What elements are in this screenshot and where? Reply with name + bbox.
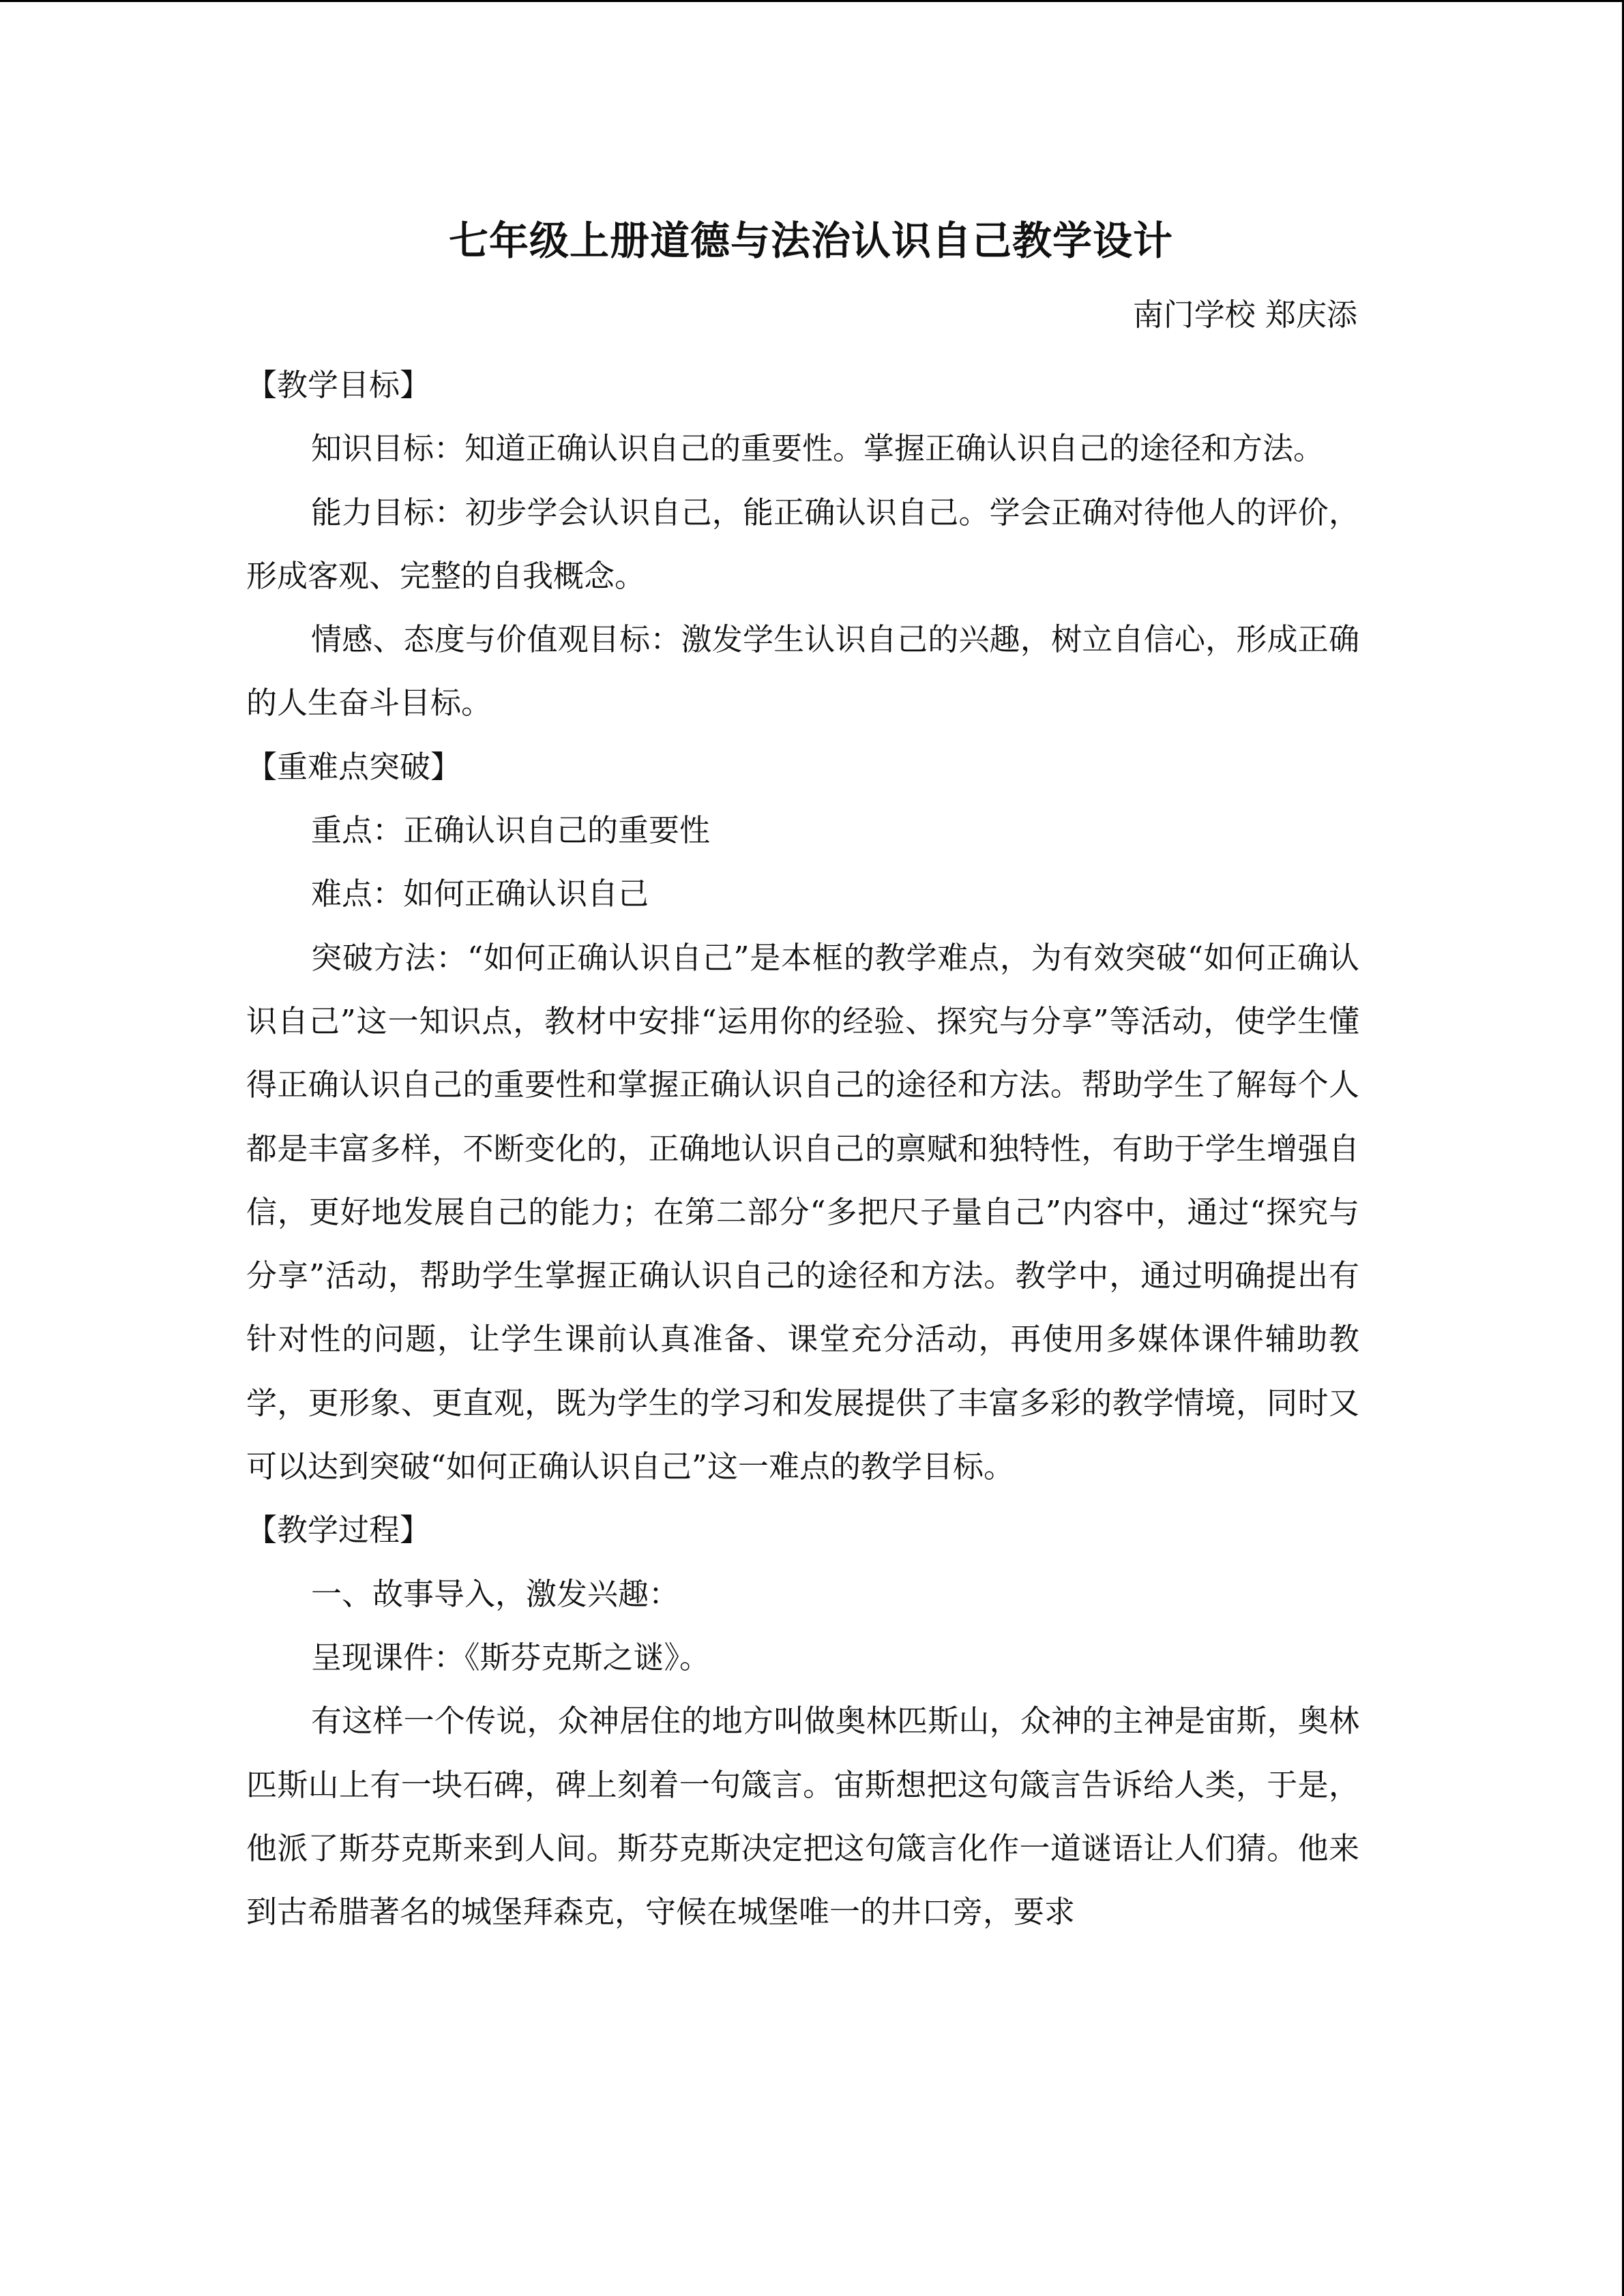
paragraph-difficult-point: 难点：如何正确认识自己 [311, 876, 649, 912]
paragraph-goal-ability: 能力目标：初步学会认识自己，能正确认识自己。学会正确对待他人的评价，形成客观、完整的自我概念。 [246, 494, 1359, 594]
paragraph-courseware: 呈现课件：《斯芬克斯之谜》。 [311, 1639, 711, 1675]
paragraph-key-point: 重点：正确认识自己的重要性 [311, 812, 711, 849]
author-line: 南门学校 郑庆添 [1132, 297, 1357, 333]
section-heading-key-points: 【重难点突破】 [246, 748, 462, 785]
section-heading-process: 【教学过程】 [246, 1512, 431, 1549]
paragraph-story: 有这样一个传说，众神居住的地方叫做奥林匹斯山，众神的主神是宙斯，奥林匹斯山上有一块石碑，碑上刻着一句箴言。宙斯想把这句箴言告诉给人类，于是，他派了斯芬克斯来到人间。斯芬克斯决定把这句箴言化作一道谜语让人们猜。他来到古希腊著名的城堡拜森克，守候在城堡唯一的井口旁，要求 [246, 1703, 1359, 1930]
document-title: 七年级上册道德与法治认识自己教学设计 [448, 218, 1173, 264]
document-body [246, 353, 1359, 1943]
paragraph-goal-emotion: 情感、态度与价值观目标：激发学生认识自己的兴趣，树立自信心，形成正确的人生奋斗目标。 [246, 621, 1359, 721]
paragraph-step-one: 一、故事导入，激发兴趣： [311, 1575, 680, 1612]
paragraph-goal-knowledge: 知识目标：知道正确认识自己的重要性。掌握正确认识自己的途径和方法。 [311, 430, 1325, 467]
paragraph-breakthrough-method: 突破方法：“如何正确认识自己”是本框的教学难点，为有效突破“如何正确认识自己”这一知识点，教材中安排“运用你的经验、探究与分享”等活动，使学生懂得正确认识自己的重要性和掌握正确认识自己的途径和方法。帮助学生了解每个人都是丰富多样，不断变化的，正确地认识自己的禀赋和独特性，有助于学生增强自信，更好地发展自己的能力；在第二部分“多把尺子量自己”内容中，通过“探究与分享”活动，帮助学生掌握正确认识自己的途径和方法。教学中，通过明确提出有针对性的问题，让学生课前认真准备、课堂充分活动，再使用多媒体课件辅助教学，更形象、更直观，既为学生的学习和发展提供了丰富多彩的教学情境，同时又可以达到突破“如何正确认识自己”这一难点的教学目标。 [246, 939, 1359, 1485]
section-heading-goals: 【教学目标】 [246, 367, 431, 403]
